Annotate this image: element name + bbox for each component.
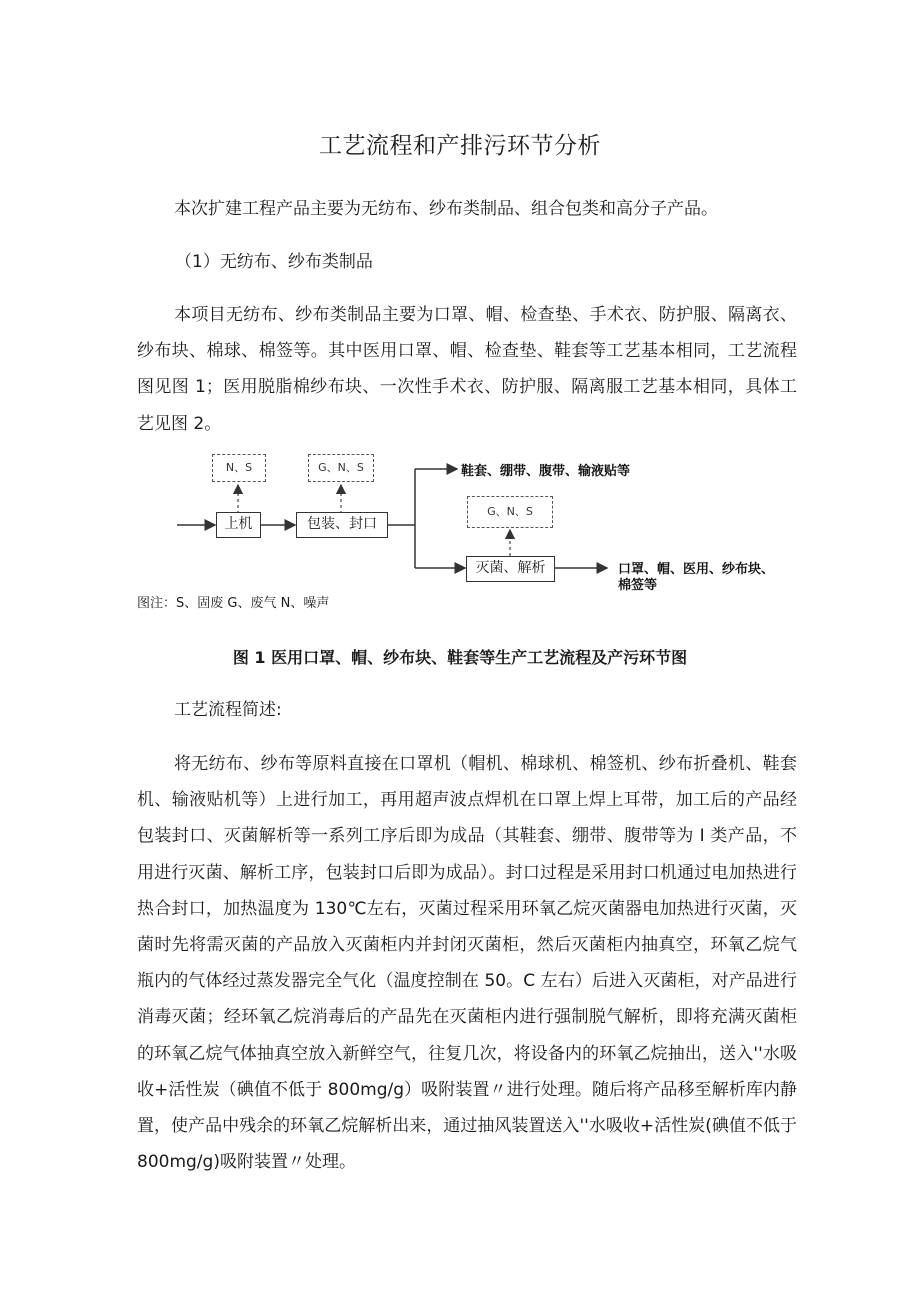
output-bottom-label-2: 棉签等: [618, 578, 658, 593]
section-heading: （1）无纺布、纱布类制品: [175, 252, 373, 272]
legend-note: 图注：S、固废 G、废气 N、噪声: [137, 596, 330, 611]
process-box-miejun: 灭菌、解析: [466, 556, 555, 582]
emission-box-baozhuang: G、N、S: [308, 454, 374, 482]
paragraph-process-description: 将无纺布、纱布等原料直接在口罩机（帽机、棉球机、棉签机、纱布折叠机、鞋套机、输液贴机等）上进行加工，再用超声波点焊机在口罩上焊上耳带，加工后的产品经包装封口、灭菌解析等一系列工序后即为成品（其鞋套、绷带、腹带等为 I 类产品，不用进行灭菌、解析工序，包装封口后即为成品）。封口过程是采用封口机通过电加热进行热合封口，加热温度为 130℃左右，灭菌过程采用环氧乙烷灭菌器电加热进行灭菌，灭菌时先将需灭菌的产品放入灭菌柜内并封闭灭菌柜，然后灭菌柜内抽真空，环氧乙烷气瓶内的气体经过蒸发器完全气化（温度控制在 50。C 左右）后进入灭菌柜，对产品进行消毒灭菌；经环氧乙烷消毒后的产品先在灭菌柜内进行强制脱气解析，即将充满灭菌柜的环氧乙烷气体抽真空放入新鲜空气，往复几次，将设备内的环氧乙烷抽出，送入''水吸收+活性炭（碘值不低于 800mg/g）吸附装置〃进行处理。随后将产品移至解析库内静置，使产品中残余的环氧乙烷解析出来，通过抽风装置送入''水吸收+活性炭(碘值不低于 800mg/g)吸附装置〃处理。: [137, 754, 797, 1173]
page-title: 工艺流程和产排污环节分析: [319, 133, 601, 159]
output-top-label: 鞋套、绷带、腹带、输液贴等: [461, 464, 631, 479]
process-flow-diagram: [175, 452, 775, 597]
figure-caption: 图 1 医用口罩、帽、纱布块、鞋套等生产工艺流程及产污环节图: [232, 648, 688, 667]
paragraph-products: 本项目无纺布、纱布类制品主要为口罩、帽、检查垫、手术衣、防护服、隔离衣、纱布块、棉球、棉签等。其中医用口罩、帽、检查垫、鞋套等工艺基本相同，工艺流程图见图 1；医用脱脂棉纱布块、一次性手术衣、防护服、隔离服工艺基本相同，具体工艺见图 2。: [137, 305, 797, 434]
intro-text: 本次扩建工程产品主要为无纺布、纱布类制品、组合包类和高分子产品。: [174, 199, 718, 219]
emission-box-miejun: G、N、S: [467, 496, 553, 528]
emission-box-shangji: N、S: [212, 454, 266, 482]
output-bottom-label-1: 口罩、帽、医用、纱布块、: [618, 562, 775, 577]
process-box-baozhuang: 包装、封口: [296, 512, 388, 538]
process-box-shangji: 上机: [216, 512, 261, 538]
process-heading: 工艺流程简述:: [174, 700, 282, 720]
